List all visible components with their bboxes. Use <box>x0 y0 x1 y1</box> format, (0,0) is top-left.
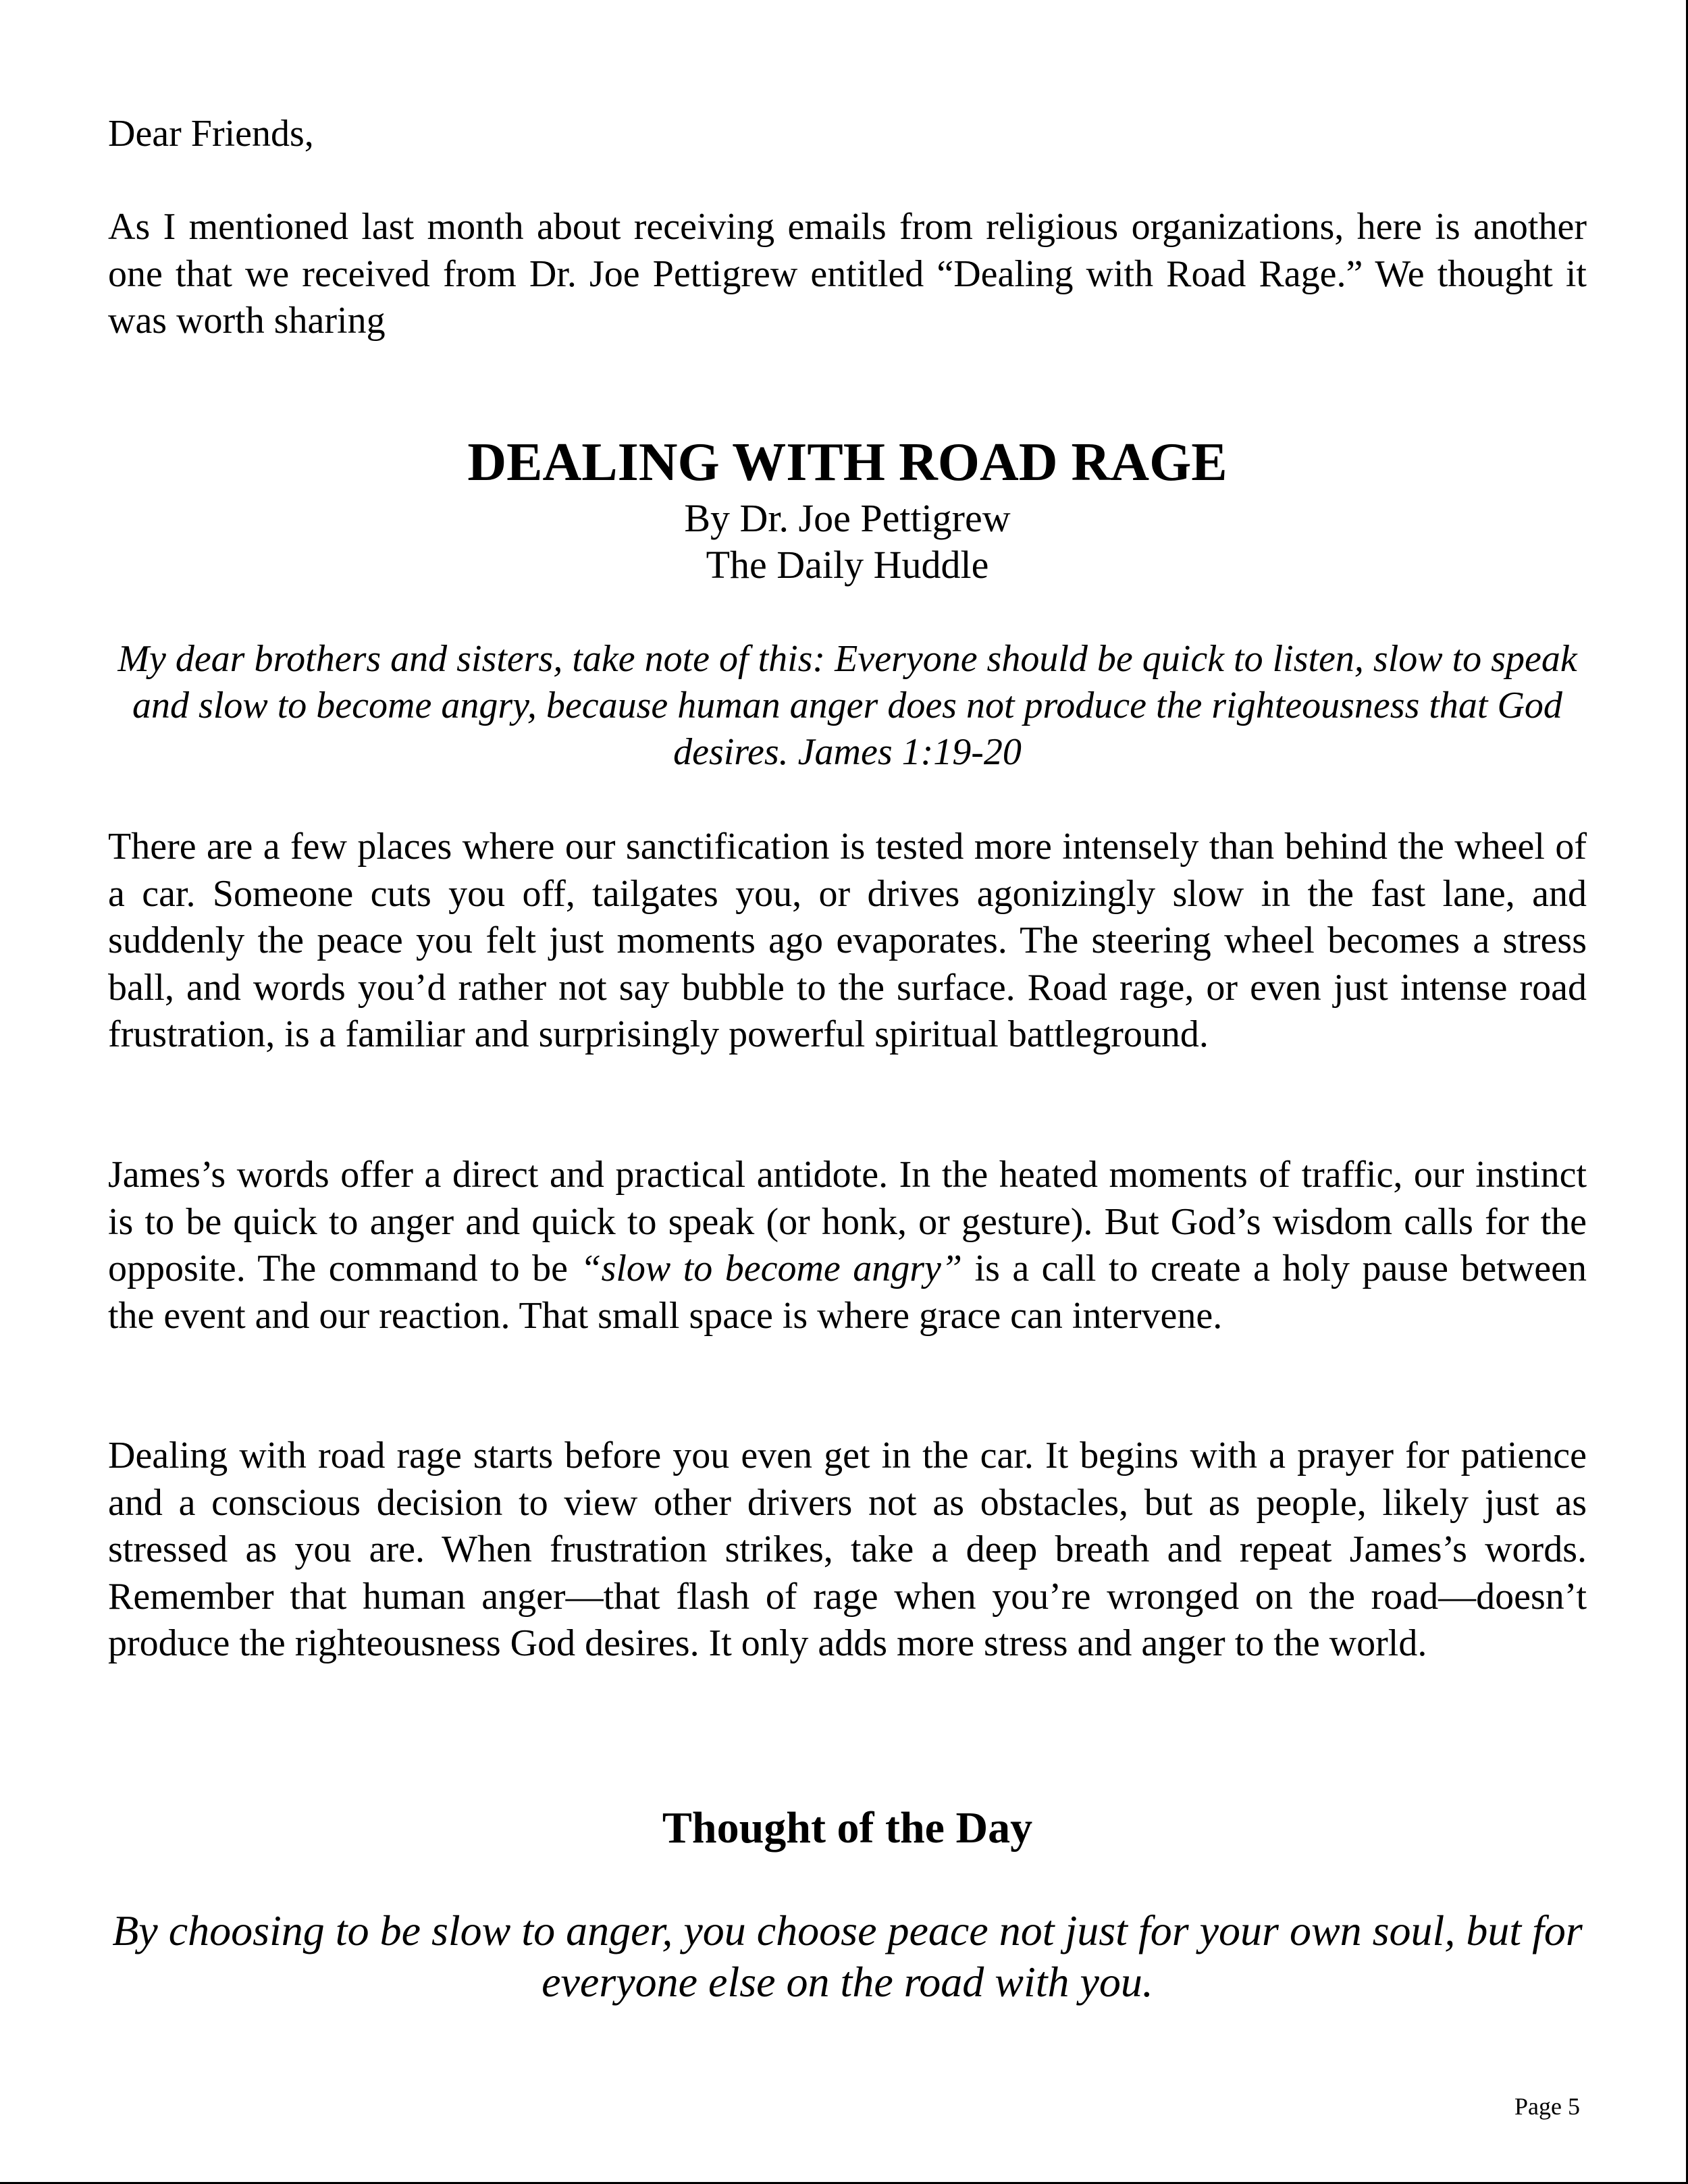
intro-paragraph: As I mentioned last month about receiving emails from religious organizations, here is another one that we received from Dr. Joe Pettigrew entitled “Dealing with Road Rage.” We thought it was worth sharing <box>108 206 1587 342</box>
body-paragraph-2 <box>108 1152 1587 1339</box>
article-title: DEALING WITH ROAD RAGE <box>467 433 1228 492</box>
body-paragraph-2-quote: “slow to become angry” <box>580 1248 963 1289</box>
body-paragraph-3: Dealing with road rage starts before you even get in the car. It begins with a prayer for patience and a conscious decision to view other drivers not as obstacles, but as people, likely just as stressed as you are. When frustration strikes, take a deep breath and repeat James’s words. Remember that human anger—that flash of rage when you’re wronged on the road—doesn’t produce the righteousness God desires. It only adds more stress and anger to the world. <box>108 1435 1587 1664</box>
thought-text: By choosing to be slow to anger, you choose peace not just for your own soul, but for everyone else on the road with you. <box>112 1907 1583 2006</box>
thought-heading: Thought of the Day <box>662 1803 1033 1853</box>
body-paragraph-1: There are a few places where our sanctification is tested more intensely than behind the wheel of a car. Someone cuts you off, tailgates you, or drives agonizingly slow in the fast lane, and suddenly the peace you felt just moments ago evaporates. The steering wheel becomes a stress ball, and words you’d rather not say bubble to the surface. Road rage, or even just intense road frustration, is a familiar and surprisingly powerful spiritual battleground. <box>108 826 1587 1055</box>
page-number: Page 5 <box>1514 2093 1580 2120</box>
salutation: Dear Friends, <box>108 113 314 155</box>
body-paragraph-2-text-end: is a call to create a holy pause between the event and our reaction. That small space is where grace can intervene. <box>108 1248 1587 1337</box>
body-paragraph-2-text-start: James’s words offer a direct and practical antidote. In the heated moments of traffic, our instinct is to be quick to anger and quick to speak (or honk, or gesture). But God’s wisdom calls for the opposite. The command to be <box>108 1154 1587 1289</box>
article-source: The Daily Huddle <box>706 543 989 587</box>
article-author: By Dr. Joe Pettigrew <box>684 496 1011 540</box>
scripture-quote: My dear brothers and sisters, take note of this: Everyone should be quick to listen, slow to speak and slow to become angry, because human anger does not produce the righteousness that God desires. James 1:19-20 <box>117 638 1577 773</box>
